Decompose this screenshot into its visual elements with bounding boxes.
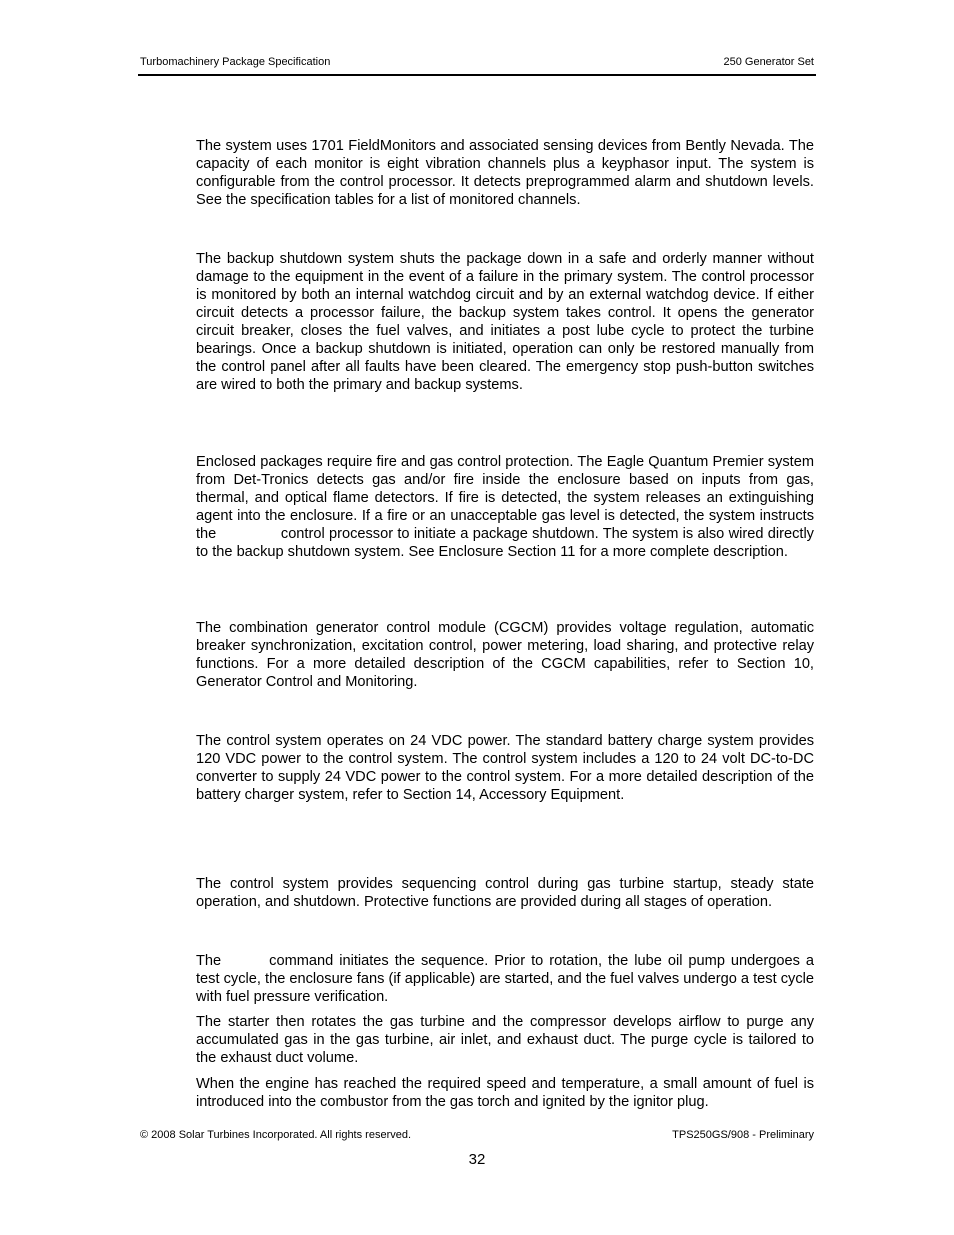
paragraph-sequencing-control: The control system provides sequencing control during gas turbine startup, steady state operation, and shutdown. Protective functions are provided during all stages of operation.	[196, 876, 814, 910]
header-document-title: Turbomachinery Package Specification	[140, 56, 331, 68]
paragraph-control-power: The control system operates on 24 VDC power. The standard battery charge system provides 120 VDC power to the control system. The control system includes a 120 to 24 volt DC-to-DC converter to supply 24 VDC power to the control system. For a more detailed description of the battery charger system, refer to Section 14, Accessory Equipment.	[196, 733, 814, 803]
paragraph-vibration-monitoring: The system uses 1701 FieldMonitors and associated sensing devices from Bently Nevada. The capacity of each monitor is eight vibration channels plus a keyphasor input. The system is configurable from the control processor. It detects preprogrammed alarm and shutdown levels. See the specification tables for a list of monitored channels.	[196, 138, 814, 208]
footer-copyright: © 2008 Solar Turbines Incorporated. All rights reserved.	[140, 1129, 412, 1141]
paragraph-fire-gas-text-after: control processor to initiate a package shutdown. The system is also wired directly to the backup shutdown system. See Enclosure Section 11 for a more complete description.	[196, 526, 814, 560]
paragraph-fire-gas-protection	[196, 453, 814, 561]
paragraph-ignition: When the engine has reached the required speed and temperature, a small amount of fuel is introduced into the combustor from the gas torch and ignited by the ignitor plug.	[196, 1076, 814, 1110]
paragraph-backup-shutdown: The backup shutdown system shuts the package down in a safe and orderly manner without damage to the equipment in the event of a failure in the primary system. The control processor is monitored by both an internal watchdog circuit and by an external watchdog device. If either circuit detects a processor failure, the backup system takes control. It opens the generator circuit breaker, closes the fuel valves, and initiates a post lube cycle to protect the turbine bearings. Once a backup shutdown is initiated, operation can only be restored manually from the control panel after all faults have been cleared. The emergency stop push-button switches are wired to both the primary and backup systems.	[196, 251, 814, 393]
header-product-name: 250 Generator Set	[723, 56, 814, 68]
page-number: 32	[468, 1151, 486, 1168]
paragraph-start-sequence	[196, 952, 814, 1006]
paragraph-purge-cycle: The starter then rotates the gas turbine and the compressor develops airflow to purge any accumulated gas in the gas turbine, air inlet, and exhaust duct. The purge cycle is tailored to the exhaust duct volume.	[196, 1014, 814, 1066]
footer-document-number: TPS250GS/908 - Preliminary	[672, 1129, 814, 1141]
paragraph-fire-gas-text-before: Enclosed packages require fire and gas control protection. The Eagle Quantum Premier system from Det-Tronics detects gas and/or fire inside the enclosure based on inputs from gas, thermal, and optical flame detectors. If fire is detected, the system releases an extinguishing agent into the enclosure. If a fire or an unacceptable gas level is detected, the system instructs the	[196, 454, 814, 542]
paragraph-start-text-before: The	[196, 953, 222, 969]
paragraph-generator-control: The combination generator control module (CGCM) provides voltage regulation, automatic breaker synchronization, excitation control, power metering, load sharing, and protective relay functions. For a more detailed description of the CGCM capabilities, refer to Section 10, Generator Control and Monitoring.	[196, 620, 814, 690]
paragraph-start-text-after: command initiates the sequence. Prior to rotation, the lube oil pump undergoes a test cycle, the enclosure fans (if applicable) are started, and the fuel valves undergo a test cycle with fuel pressure verification.	[196, 953, 814, 1005]
header-divider	[138, 74, 816, 76]
